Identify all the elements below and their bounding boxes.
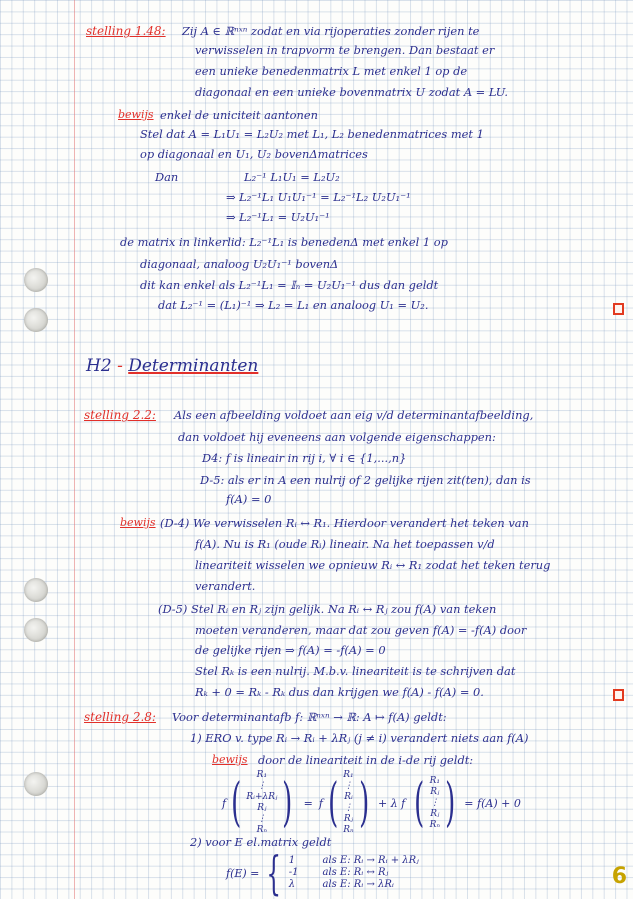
- proof-label: bewijs: [120, 516, 156, 529]
- theorem-text: een unieke benedenmatrix L met enkel 1 op de: [195, 64, 468, 78]
- heading-dash: -: [117, 356, 123, 376]
- proof-text: Stel Rₖ is een nulrij. M.b.v. lineariteit is te schrijven dat: [195, 664, 516, 678]
- matrix-row: Rₙ: [343, 825, 354, 835]
- theorem-label: stelling 1.48:: [86, 24, 166, 38]
- matrix-row: Rⱼ: [343, 814, 354, 824]
- left-paren: (: [231, 773, 242, 833]
- matrix-row: Rⱼ: [257, 803, 267, 813]
- case-value: 1: [288, 855, 296, 866]
- proof-text: f(A). Nu is R₁ (oude Rᵢ) lineair. Na het toepassen v/d: [195, 537, 495, 551]
- matrix-row: Rᵢ: [344, 792, 353, 802]
- proof-label: bewijs: [212, 753, 248, 766]
- proof-text: de matrix in linkerlid: L₂⁻¹L₁ is benedenΔ met enkel 1 op: [120, 235, 448, 249]
- case-condition: als E: Rᵢ → Rᵢ + λRⱼ: [322, 855, 419, 866]
- proof-text: dat L₂⁻¹ = (L₁)⁻¹ ⇒ L₂ = L₁ en analoog U₁ = U₂.: [158, 298, 429, 312]
- matrix-row: ⋮: [257, 781, 267, 791]
- matrix-row: Rⱼ: [430, 808, 440, 819]
- case-condition: als E: Rᵢ ↔ Rⱼ: [322, 867, 389, 878]
- matrix-row: R₁: [429, 775, 440, 786]
- equation: ⇒ L₂⁻¹L₁ = U₂U₁⁻¹: [226, 210, 330, 224]
- proof-text: Dan: [155, 170, 179, 184]
- right-paren: ): [282, 773, 293, 833]
- theorem-text: Zij A ∈ ℝⁿˣⁿ zodat en via rijoperaties zonder rijen te: [182, 24, 480, 38]
- equals-sign: =: [303, 796, 313, 810]
- proof-text: (D-5) Stel Rᵢ en Rⱼ zijn gelijk. Na Rᵢ ↔ Rⱼ zou f(A) van teken: [158, 602, 497, 616]
- proof-text: lineariteit wisselen we opnieuw Rᵢ ↔ R₁ zodat het teken terug: [195, 558, 551, 572]
- punch-hole: [24, 268, 48, 292]
- matrix-row: ⋮: [430, 797, 440, 808]
- fe-label: f(E) =: [226, 866, 260, 880]
- theorem-text: D-5: als er in A een nulrij of 2 gelijke rijen zit(ten), dan is: [200, 473, 531, 487]
- matrix-row: Rₙ: [429, 819, 440, 830]
- proof-text: moeten veranderen, maar dat zou geven f(A) = -f(A) door: [195, 623, 527, 637]
- end-of-proof-square: [613, 689, 624, 701]
- theorem-text: Voor determinantafb f: ℝⁿˣⁿ → ℝ: A ↦ f(A) geldt:: [172, 710, 447, 724]
- cases-conditions: [322, 855, 418, 891]
- proof-text: Stel dat A = L₁U₁ = L₂U₂ met L₁, L₂ benedenmatrices met 1: [140, 127, 484, 141]
- right-paren: ): [358, 773, 369, 833]
- proof-text: (D-4) We verwisselen Rᵢ ↔ R₁. Hierdoor verandert het teken van: [160, 516, 529, 530]
- punch-hole: [24, 578, 48, 602]
- section-heading: [86, 356, 258, 376]
- theorem-text: Als een afbeelding voldoet aan eig v/d determinantafbeelding,: [174, 408, 534, 422]
- equation: L₂⁻¹ L₁U₁ = L₂U₂: [244, 170, 340, 184]
- punch-hole: [24, 308, 48, 332]
- matrix-row: R₁: [343, 770, 354, 780]
- case-condition: als E: Rᵢ → λRᵢ: [322, 879, 394, 890]
- matrix-row: Rⱼ: [430, 786, 440, 797]
- theorem-label: stelling 2.2:: [84, 408, 156, 422]
- plus-lambda: + λ f: [378, 796, 406, 810]
- theorem-text: 2) voor E el.matrix geldt: [190, 835, 332, 849]
- proof-text: de gelijke rijen ⇒ f(A) = -f(A) = 0: [195, 643, 386, 657]
- matrix-column: [343, 770, 353, 836]
- matrix-column: [430, 776, 440, 831]
- matrix-row: ⋮: [343, 803, 353, 813]
- punch-hole: [24, 772, 48, 796]
- case-value: λ: [288, 879, 296, 890]
- cases-definition: [226, 846, 419, 899]
- proof-text: door de lineariteit in de i-de rij geldt:: [258, 753, 474, 767]
- theorem-text: f(A) = 0: [226, 492, 272, 506]
- matrix-row: ⋮: [257, 814, 267, 824]
- matrix-row: Rᵢ+λRⱼ: [246, 792, 278, 802]
- punch-hole: [24, 618, 48, 642]
- proof-text: dit kan enkel als L₂⁻¹L₁ = 𝕀ₙ = U₂U₁⁻¹ dus dan geldt: [140, 278, 439, 292]
- end-of-proof-square: [613, 303, 624, 315]
- theorem-text: 1) ERO v. type Rᵢ → Rᵢ + λRⱼ (j ≠ i) verandert niets aan f(A): [190, 731, 529, 745]
- proof-text: op diagonaal en U₁, U₂ bovenΔmatrices: [140, 147, 368, 161]
- theorem-label: stelling 2.8:: [84, 710, 156, 724]
- theorem-text: diagonaal en een unieke bovenmatrix U zodat A = LU.: [195, 85, 508, 99]
- theorem-text: D4: f is lineair in rij i, ∀ i ∈ {1,...,n}: [202, 451, 407, 465]
- function-symbol: f: [318, 796, 323, 810]
- result: = f(A) + 0: [464, 796, 521, 810]
- proof-text: Rₖ + 0 = Rₖ - Rₖ dus dan krijgen we f(A) - f(A) = 0.: [195, 685, 484, 699]
- section-number: H2: [86, 356, 112, 376]
- matrix-column: [246, 770, 277, 836]
- matrix-equation: [222, 770, 521, 836]
- page-number: 6: [611, 864, 627, 889]
- section-title: Determinanten: [128, 356, 259, 376]
- case-value: -1: [288, 867, 299, 878]
- left-brace: {: [266, 846, 282, 899]
- function-symbol: f: [222, 796, 227, 810]
- right-paren: ): [445, 773, 456, 833]
- theorem-text: verwisselen in trapvorm te brengen. Dan bestaat er: [195, 43, 495, 57]
- matrix-row: R₁: [256, 770, 268, 780]
- proof-text: verandert.: [195, 579, 256, 593]
- equation: ⇒ L₂⁻¹L₁ U₁U₁⁻¹ = L₂⁻¹L₂ U₂U₁⁻¹: [226, 190, 411, 204]
- proof-text: diagonaal, analoog U₂U₁⁻¹ bovenΔ: [140, 257, 339, 271]
- left-paren: (: [414, 773, 425, 833]
- left-paren: (: [328, 773, 339, 833]
- margin-line: [74, 0, 75, 899]
- cases-values: [289, 855, 299, 891]
- matrix-row: ⋮: [343, 781, 353, 791]
- proof-text: enkel de uniciteit aantonen: [160, 108, 318, 122]
- theorem-text: dan voldoet hij eveneens aan volgende eigenschappen:: [178, 430, 496, 444]
- proof-label: bewijs: [118, 108, 154, 121]
- matrix-row: Rₙ: [256, 825, 268, 835]
